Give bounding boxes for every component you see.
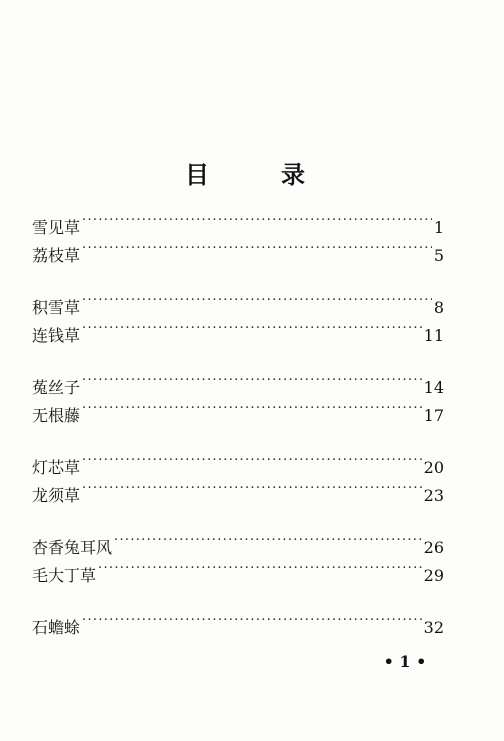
toc-entry [32,313,444,345]
toc-entry-title: 龙须草 [32,486,81,505]
toc-entry-title: 杏香兔耳风 [32,538,113,557]
dot-leader [82,445,422,473]
dot-leader [82,285,432,313]
toc-entry [32,473,444,505]
toc-entry-title: 雪见草 [32,218,81,237]
toc-entry-title: 毛大丁草 [32,566,97,585]
toc-entry [32,365,444,397]
dot-leader [82,233,432,261]
toc-entry-page: 1 [433,218,444,237]
toc-entry-page: 32 [423,618,444,637]
toc-entry-title: 灯芯草 [32,458,81,477]
dot-leader [82,365,422,393]
page-number-footer: • 1 • [383,652,427,671]
toc-entry-page: 11 [423,326,444,345]
dot-leader [114,525,422,553]
title-char-1: 目 [185,159,209,189]
toc-entry-page: 20 [423,458,444,477]
toc-entry-title: 荔枝草 [32,246,81,265]
dot-leader [82,313,422,341]
toc-entry-page: 26 [423,538,444,557]
dot-leader [82,605,422,633]
toc-entry [32,393,444,425]
toc-entry [32,553,444,585]
toc-entry-page: 17 [423,406,444,425]
group-spacer [32,421,444,445]
toc-entry-title: 无根藤 [32,406,81,425]
toc-entry [32,605,444,637]
title-char-2: 录 [281,159,305,189]
dot-leader [82,205,432,233]
toc-entry [32,233,444,265]
toc-entry-title: 石蟾蜍 [32,618,81,637]
toc-entry [32,445,444,477]
toc-entry-page: 5 [433,246,444,265]
dot-leader [98,553,422,581]
group-spacer [32,261,444,285]
page-title [185,155,305,189]
group-spacer [32,501,444,525]
toc-entry-title: 菟丝子 [32,378,81,397]
toc-entry-title: 连钱草 [32,326,81,345]
scan-smudge [62,170,84,184]
table-of-contents [32,205,444,637]
toc-entry [32,525,444,557]
toc-entry-page: 23 [423,486,444,505]
group-spacer [32,341,444,365]
toc-entry [32,285,444,317]
toc-entry [32,205,444,237]
dot-leader [82,393,422,421]
toc-entry-page: 29 [423,566,444,585]
toc-entry-page: 8 [433,298,444,317]
dot-leader [82,473,422,501]
toc-entry-title: 积雪草 [32,298,81,317]
toc-entry-page: 14 [423,378,444,397]
